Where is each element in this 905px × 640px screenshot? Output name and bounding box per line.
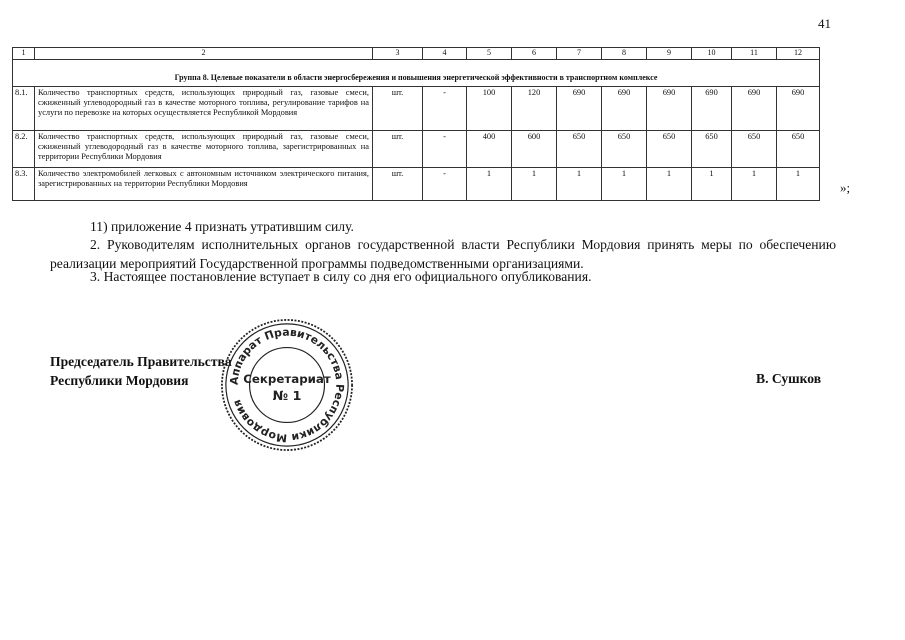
column-header: 6 — [512, 48, 557, 60]
row-value: 690 — [732, 87, 777, 131]
official-seal — [218, 316, 356, 454]
row-unit: шт. — [373, 87, 423, 131]
target-indicators-table — [12, 47, 820, 201]
row-value: 100 — [467, 87, 512, 131]
table-row — [13, 168, 820, 201]
table-header-row — [13, 48, 820, 60]
column-header: 9 — [647, 48, 692, 60]
row-value: 650 — [777, 131, 820, 168]
row-value: 1 — [602, 168, 647, 201]
table-row — [13, 131, 820, 168]
row-value: 690 — [557, 87, 602, 131]
row-col4: - — [423, 87, 467, 131]
row-description: Количество электромобилей легковых с автономным источником электрического питания, зарегистрированных на территории Республики Мордовия — [35, 168, 373, 201]
row-value: 1 — [777, 168, 820, 201]
row-value: 1 — [467, 168, 512, 201]
row-value: 650 — [692, 131, 732, 168]
row-description: Количество транспортных средств, использующих природный газ, газовые смеси, сжиженный углеводородный газ в качестве моторного топлива, регулирование тарифов на услуги по перевозке на которых осуществляется Республикой Мордовия — [35, 87, 373, 131]
column-header: 7 — [557, 48, 602, 60]
signature-title-line2: Республики Мордовия — [50, 373, 189, 388]
column-header: 10 — [692, 48, 732, 60]
row-value: 1 — [647, 168, 692, 201]
row-value: 1 — [557, 168, 602, 201]
row-value: 690 — [647, 87, 692, 131]
row-value: 650 — [602, 131, 647, 168]
row-unit: шт. — [373, 131, 423, 168]
row-col4: - — [423, 168, 467, 201]
seal-ring-text: Аппарат Правительства Республики Мордовия — [227, 325, 347, 445]
row-value: 650 — [647, 131, 692, 168]
row-code: 8.3. — [13, 168, 35, 201]
row-value: 650 — [732, 131, 777, 168]
signature-title-line1: Председатель Правительства — [50, 354, 232, 369]
row-value: 690 — [692, 87, 732, 131]
row-col4: - — [423, 131, 467, 168]
seal-center-line1: Секретариат — [243, 372, 331, 387]
column-header: 8 — [602, 48, 647, 60]
row-unit: шт. — [373, 168, 423, 201]
paragraph-11: 11) приложение 4 признать утратившим силу. — [90, 219, 354, 234]
row-value: 120 — [512, 87, 557, 131]
column-header: 1 — [13, 48, 35, 60]
row-value: 690 — [602, 87, 647, 131]
row-value: 1 — [732, 168, 777, 201]
row-description: Количество транспортных средств, использующих природный газ, газовые смеси, сжиженный углеводородный газ в качестве моторного топлива, зарегистрированных на территории Республики Мордовия — [35, 131, 373, 168]
row-code: 8.1. — [13, 87, 35, 131]
group-title: Группа 8. Целевые показатели в области энергосбережения и повышения энергетической эффективности в транспортном комплексе — [13, 60, 820, 87]
column-header: 11 — [732, 48, 777, 60]
column-header: 4 — [423, 48, 467, 60]
signature-name: В. Сушков — [756, 371, 822, 386]
table-row — [13, 87, 820, 131]
group-title-row — [13, 60, 820, 87]
row-value: 400 — [467, 131, 512, 168]
row-value: 690 — [777, 87, 820, 131]
page-number: 41 — [818, 16, 831, 31]
row-value: 1 — [692, 168, 732, 201]
column-header: 2 — [35, 48, 373, 60]
column-header: 5 — [467, 48, 512, 60]
closing-quote-mark: »; — [840, 180, 851, 195]
paragraph-3: 3. Настоящее постановление вступает в силу со дня его официального опубликования. — [90, 269, 592, 284]
column-header: 3 — [373, 48, 423, 60]
column-header: 12 — [777, 48, 820, 60]
seal-center-line2: № 1 — [272, 388, 302, 404]
row-value: 1 — [512, 168, 557, 201]
paragraph-2: 2. Руководителям исполнительных органов государственной власти Республики Мордовия принять меры по обеспечению реализации мероприятий Государственной программы подведомственными организациями. — [50, 237, 836, 271]
row-value: 650 — [557, 131, 602, 168]
signature-title — [50, 352, 232, 390]
row-value: 600 — [512, 131, 557, 168]
row-code: 8.2. — [13, 131, 35, 168]
